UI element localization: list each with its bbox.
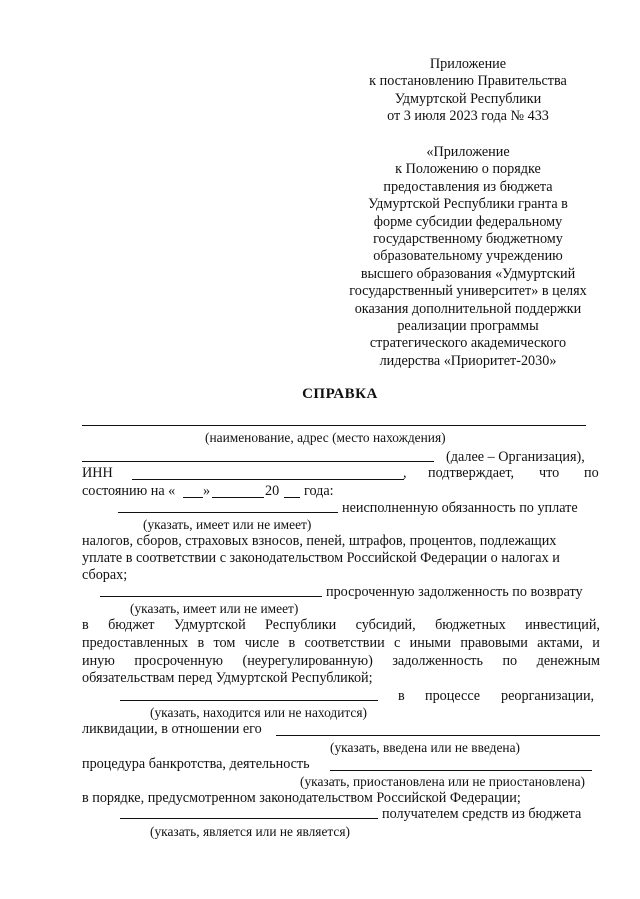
header-block: [330, 56, 606, 126]
appendix-line: реализации программы: [397, 318, 539, 335]
bankruptcy-caption: (указать, введена или не введена): [330, 740, 520, 755]
overdue-debt-field[interactable]: [100, 596, 322, 597]
recipient-caption: (указать, является или не является): [150, 824, 350, 839]
date-month-field[interactable]: [212, 497, 264, 498]
appendix-line: образовательному учреждению: [373, 248, 563, 265]
org-address-field[interactable]: [82, 461, 434, 462]
date-year-word: года:: [304, 483, 334, 499]
appendix-line: лидерства «Приоритет-2030»: [379, 352, 557, 369]
appendix-line: государственному бюджетному: [373, 231, 563, 248]
debt-para-line: обязательствам перед Удмуртской Республикой;: [82, 670, 373, 686]
org-name-caption: (наименование, адрес (место нахождения): [205, 430, 446, 445]
inn-label: ИНН: [82, 465, 113, 481]
date-label: состоянию на «: [82, 483, 176, 499]
date-day-field[interactable]: [183, 497, 203, 498]
liquidation-text: ликвидации, в отношении его: [82, 721, 262, 737]
date-year-field[interactable]: [284, 497, 300, 498]
appendix-line: государственный университет» в целях: [349, 283, 587, 300]
date-century: 20: [265, 483, 280, 499]
debt-para-line: предоставленных в том числе в соответствии с иными правовыми актами, и: [82, 635, 600, 651]
by-word: по: [584, 465, 599, 481]
recipient-field[interactable]: [120, 818, 378, 819]
reorg-word: процессе: [425, 688, 481, 704]
appendix-line: Удмуртской Республики гранта в: [368, 196, 568, 213]
header-line: от 3 июля 2023 года № 433: [387, 108, 549, 125]
reorganisation-field[interactable]: [120, 700, 378, 701]
org-suffix-text: (далее – Организация),: [446, 449, 585, 465]
document-title: СПРАВКА: [302, 386, 378, 402]
tax-obligation-field[interactable]: [118, 512, 338, 513]
tax-para-line: уплате в соответствии с законодательством Российской Федерации о налогах и: [82, 550, 560, 566]
header-line: к постановлению Правительства: [369, 73, 567, 90]
activity-status-field[interactable]: [330, 770, 592, 771]
tax-para-line: налогов, сборов, страховых взносов, пеней, штрафов, процентов, подлежащих: [82, 533, 557, 549]
tax-obligation-caption: (указать, имеет или не имеет): [143, 517, 312, 532]
appendix-line: «Приложение: [426, 144, 510, 160]
inn-field[interactable]: [132, 479, 404, 480]
inn-comma: ,: [403, 465, 407, 481]
that-word: что: [539, 465, 560, 481]
appendix-line: высшего образования «Удмуртский: [360, 265, 576, 282]
appendix-line: форме субсидии федеральному: [373, 213, 563, 230]
activity-caption: (указать, приостановлена или не приостановлена): [300, 774, 585, 789]
org-name-field[interactable]: [82, 425, 586, 426]
recipient-text: получателем средств из бюджета: [382, 806, 582, 822]
bankruptcy-text: процедура банкротства, деятельность: [82, 756, 310, 772]
appendix-line: оказания дополнительной поддержки: [354, 300, 582, 317]
appendix-line: стратегического академического: [369, 335, 567, 352]
reorg-word: реорганизации,: [501, 688, 595, 704]
overdue-debt-text: просроченную задолженность по возврату: [326, 584, 583, 600]
reorg-word: в: [398, 688, 405, 704]
reorganisation-caption: (указать, находится или не находится): [150, 705, 367, 720]
appendix-line: предоставления из бюджета: [383, 178, 553, 195]
confirms-word: подтверждает,: [428, 465, 514, 481]
header-line: Удмуртской Республики: [394, 90, 542, 107]
header-line: Приложение: [429, 56, 507, 72]
date-quote-close: »: [203, 483, 211, 499]
debt-para-line: иную просроченную (неурегулированную) задолженность по денежным: [82, 653, 600, 669]
appendix-line: к Положению о порядке: [395, 161, 541, 178]
bankruptcy-status-field[interactable]: [276, 735, 600, 736]
appendix-block: [330, 144, 606, 370]
tax-obligation-text: неисполненную обязанность по уплате: [342, 500, 578, 516]
order-text: в порядке, предусмотренном законодательством Российской Федерации;: [82, 790, 521, 806]
tax-para-line: сборах;: [82, 567, 128, 583]
overdue-debt-caption: (указать, имеет или не имеет): [130, 601, 299, 616]
debt-para-line: в бюджет Удмуртской Республики субсидий, бюджетных инвестиций,: [82, 617, 600, 633]
